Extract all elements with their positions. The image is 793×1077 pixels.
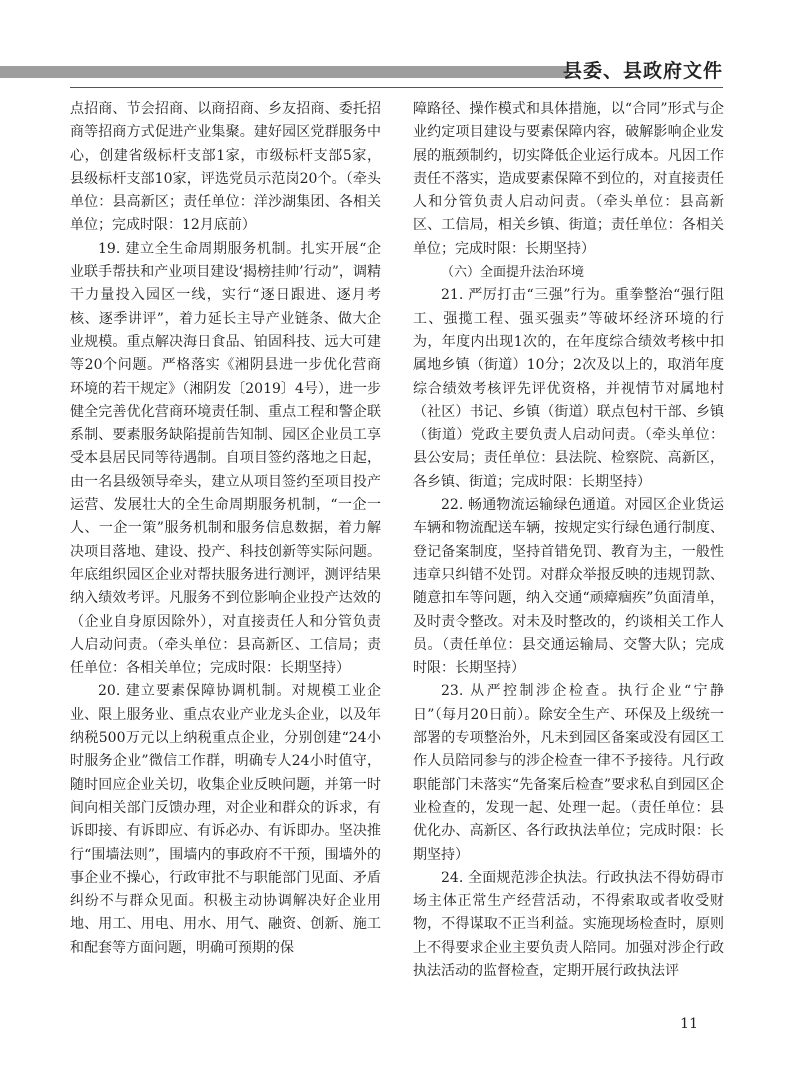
left-column (70, 98, 381, 960)
section-heading-legal-environment: （六）全面提升法治环境 (441, 265, 585, 281)
header-rule (70, 87, 723, 88)
header-title: 县委、县政府文件 (562, 60, 723, 82)
item-21-paragraph: 21. 严厉打击“三强”行为。重拳整治“强行阻工、强揽工程、强买强卖”等破坏经济环境的行为，年度内出现1次的，在年度综合绩效考核中扣属地乡镇（街道）10分；2次及以上的，取消年度综合绩效考核评先评优资格，并视情节对属地村（社区）书记、乡镇（街道）联点包村干部、乡镇（街道）党政主要负责人启动问责。（牵头单位：县公安局；责任单位：县法院、检察院、高新区，各乡镇、街道；完成时限：长期坚持） (413, 287, 724, 490)
item-22-paragraph: 22. 畅通物流运输绿色通道。对园区企业货运车辆和物流配送车辆，按规定实行绿色通行制度、登记备案制度，坚持首错免罚、教育为主，一般性违章只纠错不处罚。对群众举报反映的违规罚款、随意扣车等问题，纳入交通“顽瘴痼疾”负面清单，及时责令整改。对未及时整改的，约谈相关工作人员。（责任单位：县交通运输局、交警大队；完成时限：长期坚持） (413, 497, 724, 677)
item-23-paragraph: 23. 从严控制涉企检查。执行企业“宁静日”（每月20日前）。除安全生产、环保及上级统一部署的专项整治外，凡未到园区备案或没有园区工作人员陪同参与的涉企检查一律不予接待。凡行政职能部门未落实“先备案后检查”要求私自到园区企业检查的，发现一起、处理一起。（责任单位：县优化办、高新区、各行政执法单位；完成时限：长期坚持） (413, 683, 724, 863)
item-20-paragraph: 20. 建立要素保障协调机制。对规模工业企业、限上服务业、重点农业产业龙头企业，以及年纳税500万元以上纳税重点企业，分别创建“24小时服务企业”微信工作群，明确专人24小时值守，随时回应企业关切，收集企业反映问题，并第一时间向相关部门反馈办理，对企业和群众的诉求，有诉即接、有诉即应、有诉必办、有诉即办。坚决推行“围墙法则”，围墙内的事政府不干预，围墙外的事企业不操心，行政审批不与职能部门见面、矛盾纠纷不与群众见面。积极主动协调解决好企业用地、用工、用电、用水、用气、融资、创新、施工和配套等方面问题，明确可预期的保 (70, 683, 381, 956)
page-number: 11 (680, 1016, 698, 1032)
right-column (413, 98, 724, 983)
right-continuation-paragraph: 障路径、操作模式和具体措施，以“合同”形式与企业约定项目建设与要素保障内容，破解影响企业发展的瓶颈制约，切实降低企业运行成本。凡因工作责任不落实，造成要素保障不到位的，对直接责任人和分管负责人启动问责。（牵头单位：县高新区、工信局，相关乡镇、街道；责任单位：各相关单位；完成时限：长期坚持） (413, 101, 724, 257)
left-continuation-paragraph: 点招商、节会招商、以商招商、乡友招商、委托招商等招商方式促进产业集聚。建好园区党群服务中心，创建省级标杆支部1家，市级标杆支部5家，县级标杆支部10家，评选党员示范岗20个。（牵头单位：县高新区；责任单位：洋沙湖集团、各相关单位；完成时限：12月底前） (70, 101, 381, 234)
item-24-paragraph: 24. 全面规范涉企执法。行政执法不得妨碍市场主体正常生产经营活动，不得索取或者收受财物，不得谋取不正当利益。实施现场检查时，原则上不得要求企业主要负责人陪同。加强对涉企行政执法活动的监督检查，定期开展行政执法评 (413, 869, 724, 979)
item-19-paragraph: 19. 建立全生命周期服务机制。扎实开展“企业联手帮扶和产业项目建设‘揭榜挂帅’行动”，调精干力量投入园区一线，实行“逐日跟进、逐月考核、逐季讲评”，着力延长主导产业链条、做大企业规模。重点解决海日食品、铂固科技、远大可建等20个问题。严格落实《湘阴县进一步优化营商环境的若干规定》（湘阴发〔2019〕4号），进一步健全完善优化营商环境责任制、重点工程和警企联系制、要素服务缺陷提前告知制、园区企业员工享受本县居民同等待遇制。自项目签约落地之日起，由一名县级领导牵头，建立从项目签约至项目投产运营、发展壮大的全生命周期服务机制，“一企一人、一企一策”服务机制和服务信息数据，着力解决项目落地、建设、投产、科技创新等实际问题。年底组织园区企业对帮扶服务进行测评，测评结果纳入绩效考评。凡服务不到位影响企业投产达效的（企业自身原因除外），对直接责任人和分管负责人启动问责。（牵头单位：县高新区、工信局；责任单位：各相关单位；完成时限：长期坚持） (70, 240, 381, 677)
